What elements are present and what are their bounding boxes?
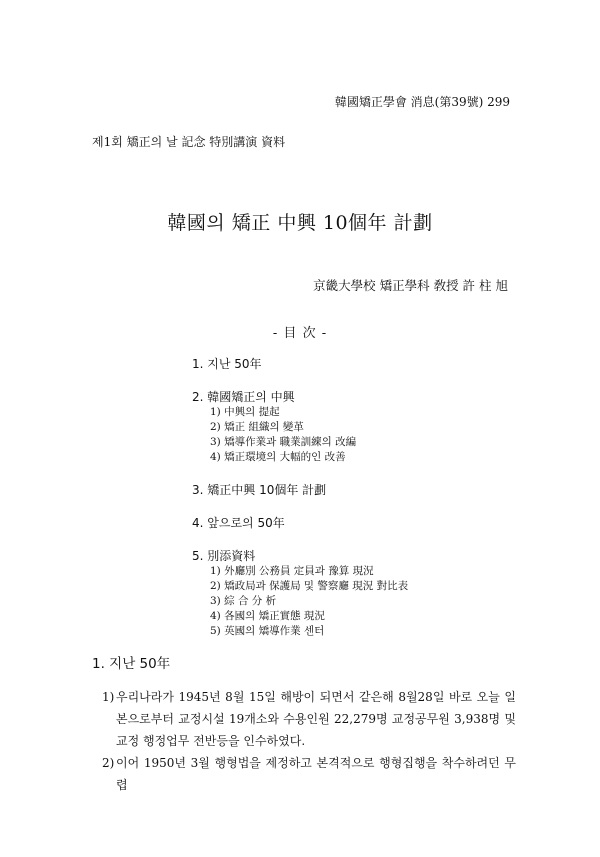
toc-item-label: 1. 지난 50年 [192,357,262,371]
body-text [92,686,516,796]
toc-subitem: 2) 矯正 組織의 變革 [210,421,304,433]
section-heading: 1. 지난 50年 [92,656,171,672]
toc-item-2 [192,389,522,465]
author-line: 京畿大學校 矯正學科 敎授 許 柱 旭 [313,278,508,293]
toc-subitem: 3) 矯導作業과 職業訓練의 改編 [210,436,357,448]
toc-item-1 [192,356,522,372]
paragraph-number: 1) [102,690,115,704]
toc-item-5 [192,548,522,639]
paragraph [92,752,516,796]
toc-subitem: 1) 外廳別 公務員 定員과 豫算 現況 [210,565,374,577]
running-head: 韓國矯正學會 消息(第39號) 299 [334,95,510,109]
toc-subitem: 4) 各國의 矯正實態 現況 [210,610,325,622]
toc-subitem: 4) 矯正環境의 大幅的인 改善 [210,451,346,463]
toc-item-3 [192,482,522,498]
toc-item-label: 3. 矯正中興 10個年 計劃 [192,483,327,497]
paragraph-number: 2) [102,756,115,770]
toc-item-label: 4. 앞으로의 50年 [192,516,285,530]
toc-item-label: 5. 別添資料 [192,549,256,563]
page-title: 韓國의 矯正 中興 10個年 計劃 [167,212,433,234]
table-of-contents [192,356,522,656]
paragraph-text: 우리나라가 1945년 8월 15일 해방이 되면서 같은해 8월28일 바로 오늘 일본으로부터 교정시설 19개소와 수용인원 22,279명 교정공무원 3,938명 및 교정 행정업무 전반등을 인수하였다. [116,690,516,748]
toc-item-label: 2. 韓國矯正의 中興 [192,390,295,404]
series-label: 제1회 矯正의 날 記念 特別講演 資料 [92,135,286,149]
toc-subitem: 3) 綜 合 分 析 [210,595,277,607]
paragraph-text: 이어 1950년 3월 행형법을 제정하고 본격적으로 행형집행을 착수하려던 무렵 [116,756,516,792]
paragraph [92,686,516,752]
toc-subitem: 2) 矯政局과 保護局 및 警察廳 現況 對比表 [210,580,409,592]
toc-subitem: 1) 中興의 提起 [210,406,280,418]
toc-heading: - 目 次 - [272,326,328,341]
toc-subitem: 5) 英國의 矯導作業 센터 [210,625,325,637]
toc-item-4 [192,515,522,531]
